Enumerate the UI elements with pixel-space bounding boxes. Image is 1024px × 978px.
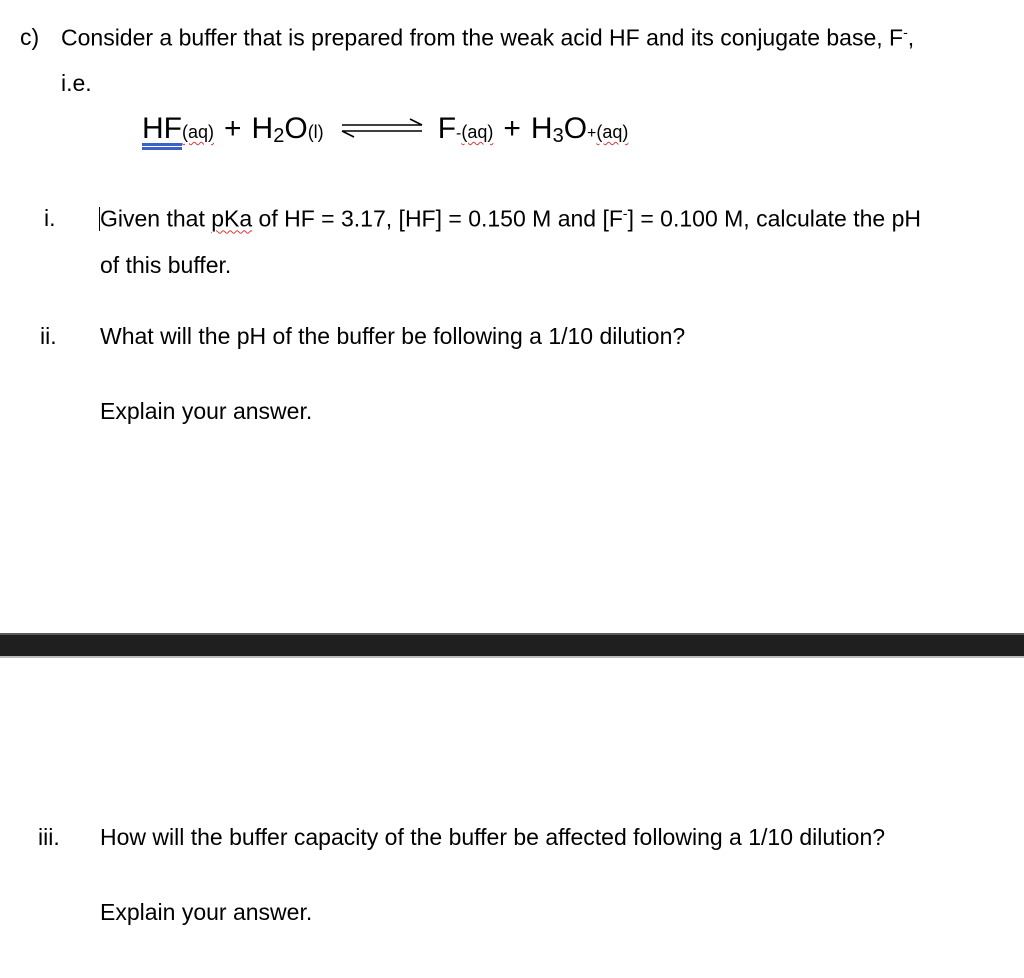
item-i-pka: pKa [211, 205, 253, 232]
item-ii-explain: Explain your answer. [100, 398, 313, 424]
question-text [61, 24, 914, 52]
item-ii-numeral: ii. [40, 323, 57, 349]
item-ii-text: What will the pH of the buffer be following a 1/10 dilution? [100, 323, 686, 349]
item-iii-explain: Explain your answer. [100, 899, 313, 925]
fluoride-charge: - [903, 24, 908, 40]
item-i-text [100, 205, 921, 233]
hydronium-subscript: 3 [552, 125, 564, 147]
plus-sign-1: + [224, 112, 242, 145]
equilibrium-equation [142, 112, 628, 148]
water-h: H [251, 112, 274, 145]
plus-sign-2: + [503, 112, 521, 145]
item-i-part3: ] = 0.100 M, calculate the pH [627, 205, 921, 232]
fluoride-eq-charge: - [456, 125, 462, 142]
water-o: O [284, 112, 308, 145]
hydronium-h: H [530, 112, 553, 145]
fluoride-state: (aq) [461, 122, 494, 142]
question-ie: i.e. [61, 70, 92, 96]
hf-formula: HF [142, 112, 182, 145]
hydronium-charge: + [587, 125, 597, 142]
water-subscript: 2 [273, 125, 285, 147]
hydronium-formula [531, 112, 587, 148]
item-i-numeral: i. [44, 205, 56, 231]
hydronium-state: (aq) [596, 122, 629, 142]
item-i-fluoride-charge: - [622, 205, 628, 221]
item-iii-numeral: iii. [38, 824, 60, 850]
question-label: c) [20, 24, 40, 50]
hydronium-o: O [563, 112, 588, 145]
item-i-text-line2: of this buffer. [100, 252, 232, 278]
fluoride-formula: F [437, 112, 457, 145]
question-text-comma: , [907, 24, 915, 51]
item-iii-text: How will the buffer capacity of the buffer be affected following a 1/10 dilution? [100, 824, 886, 850]
item-i-part1: Given that [100, 205, 212, 232]
hf-state: (aq) [182, 122, 215, 142]
water-state: (l) [307, 122, 324, 142]
page-separator-bar [0, 633, 1024, 658]
water-formula [252, 112, 308, 148]
question-text-main: Consider a buffer that is prepared from the weak acid HF and its conjugate base, F [61, 24, 904, 51]
item-i-part2: of HF = 3.17, [HF] = 0.150 M and [F [252, 205, 623, 232]
equilibrium-arrows-icon [338, 118, 426, 138]
